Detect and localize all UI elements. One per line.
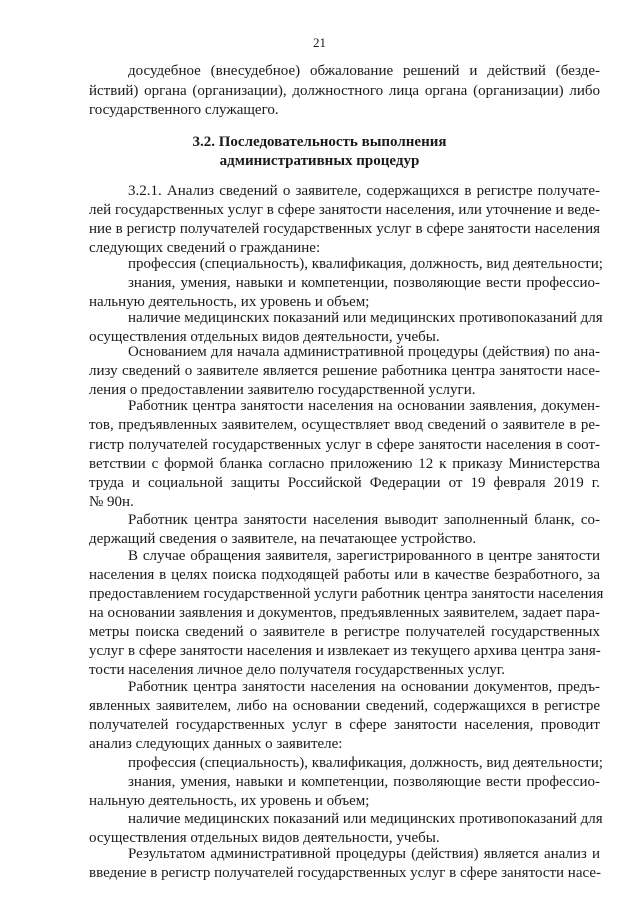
intro-line: йствий) органа (организации), должностного лица органа (организации) либо xyxy=(89,83,600,99)
body-line: Работник центра занятости населения выводит заполненный бланк, со- xyxy=(128,512,600,528)
body-line: В случае обращения заявителя, зарегистрированного в центре занятости xyxy=(128,548,600,564)
body-line: введение в регистр получателей государственных услуг в сфере занятости насе- xyxy=(89,865,601,881)
body-line: наличие медицинских показаний или медицинских противопоказаний для xyxy=(128,811,603,827)
body-line: Работник центра занятости населения на основании заявления, докумен- xyxy=(128,398,600,414)
body-line: ние в регистр получателей государственных услуг в сфере занятости населения xyxy=(89,221,600,237)
body-line: предоставлением государственной услуги работник центра занятости населения xyxy=(89,586,604,602)
body-line: явленных заявителем, либо на основании сведений, содержащихся в регистре xyxy=(89,698,600,714)
body-line: лизу сведений о заявителе является решение работника центра занятости насе- xyxy=(89,363,600,379)
body-line: знания, умения, навыки и компетенции, позволяющие вести профессио- xyxy=(128,275,600,291)
body-line: анализ следующих данных о заявителе: xyxy=(89,736,343,752)
body-line: профессия (специальность), квалификация, должность, вид деятельности; xyxy=(128,755,603,771)
body-line: ления о предоставлении заявителю государственной услуги. xyxy=(89,382,476,398)
body-line: осуществления отдельных видов деятельности, учебы. xyxy=(89,329,440,345)
body-line: 3.2.1. Анализ сведений о заявителе, содержащихся в регистре получате- xyxy=(128,183,600,199)
body-line: осуществления отдельных видов деятельности, учебы. xyxy=(89,830,440,846)
body-line: нальную деятельность, их уровень и объем; xyxy=(89,294,370,310)
intro-line: государственного служащего. xyxy=(89,102,279,118)
body-line: Работник центра занятости населения на основании документов, предъ- xyxy=(128,679,600,695)
page-number: 21 xyxy=(313,35,326,50)
body-line: ветствии с формой бланка согласно приложению 12 к приказу Министерства xyxy=(89,456,600,472)
body-line: Результатом административной процедуры (действия) является анализ и xyxy=(128,846,600,862)
body-line: гистр получателей государственных услуг в сфере занятости населения в соот- xyxy=(89,437,600,453)
intro-line: досудебное (внесудебное) обжалование решений и действий (безде- xyxy=(128,63,600,79)
body-line: Основанием для начала административной процедуры (действия) по ана- xyxy=(128,344,600,360)
body-line: труда и социальной защиты Российской Федерации от 19 февраля 2019 г. xyxy=(89,475,600,491)
body-line: населения в целях поиска подходящей работы или в качестве безработного, за xyxy=(89,567,600,583)
body-line: метры поиска сведений о заявителе в регистре получателей государственных xyxy=(89,624,600,640)
body-line: тости населения личное дело получателя государственных услуг. xyxy=(89,662,505,678)
section-heading-line: административных процедур xyxy=(219,153,420,169)
body-line: лей государственных услуг в сфере занятости населения, или уточнение и веде- xyxy=(89,202,600,218)
body-line: получателей государственных услуг в сфере занятости населения, проводит xyxy=(89,717,600,733)
body-line: на основании заявления и документов, предъявленных заявителем, задает пара- xyxy=(89,605,600,621)
body-line: № 90н. xyxy=(89,494,134,510)
body-line: знания, умения, навыки и компетенции, позволяющие вести профессио- xyxy=(128,774,600,790)
body-line: наличие медицинских показаний или медицинских противопоказаний для xyxy=(128,310,603,326)
body-line: держащий сведения о заявителе, на печатающее устройство. xyxy=(89,531,477,547)
body-line: нальную деятельность, их уровень и объем; xyxy=(89,793,370,809)
body-line: услуг в сфере занятости населения и извлекает из текущего архива центра заня- xyxy=(89,643,601,659)
body-line: тов, предъявленных заявителем, осуществляет ввод сведений о заявителе в ре- xyxy=(89,417,600,433)
section-heading-line: 3.2. Последовательность выполнения xyxy=(192,134,447,150)
body-line: профессия (специальность), квалификация, должность, вид деятельности; xyxy=(128,256,603,272)
body-line: следующих сведений о гражданине: xyxy=(89,240,321,256)
